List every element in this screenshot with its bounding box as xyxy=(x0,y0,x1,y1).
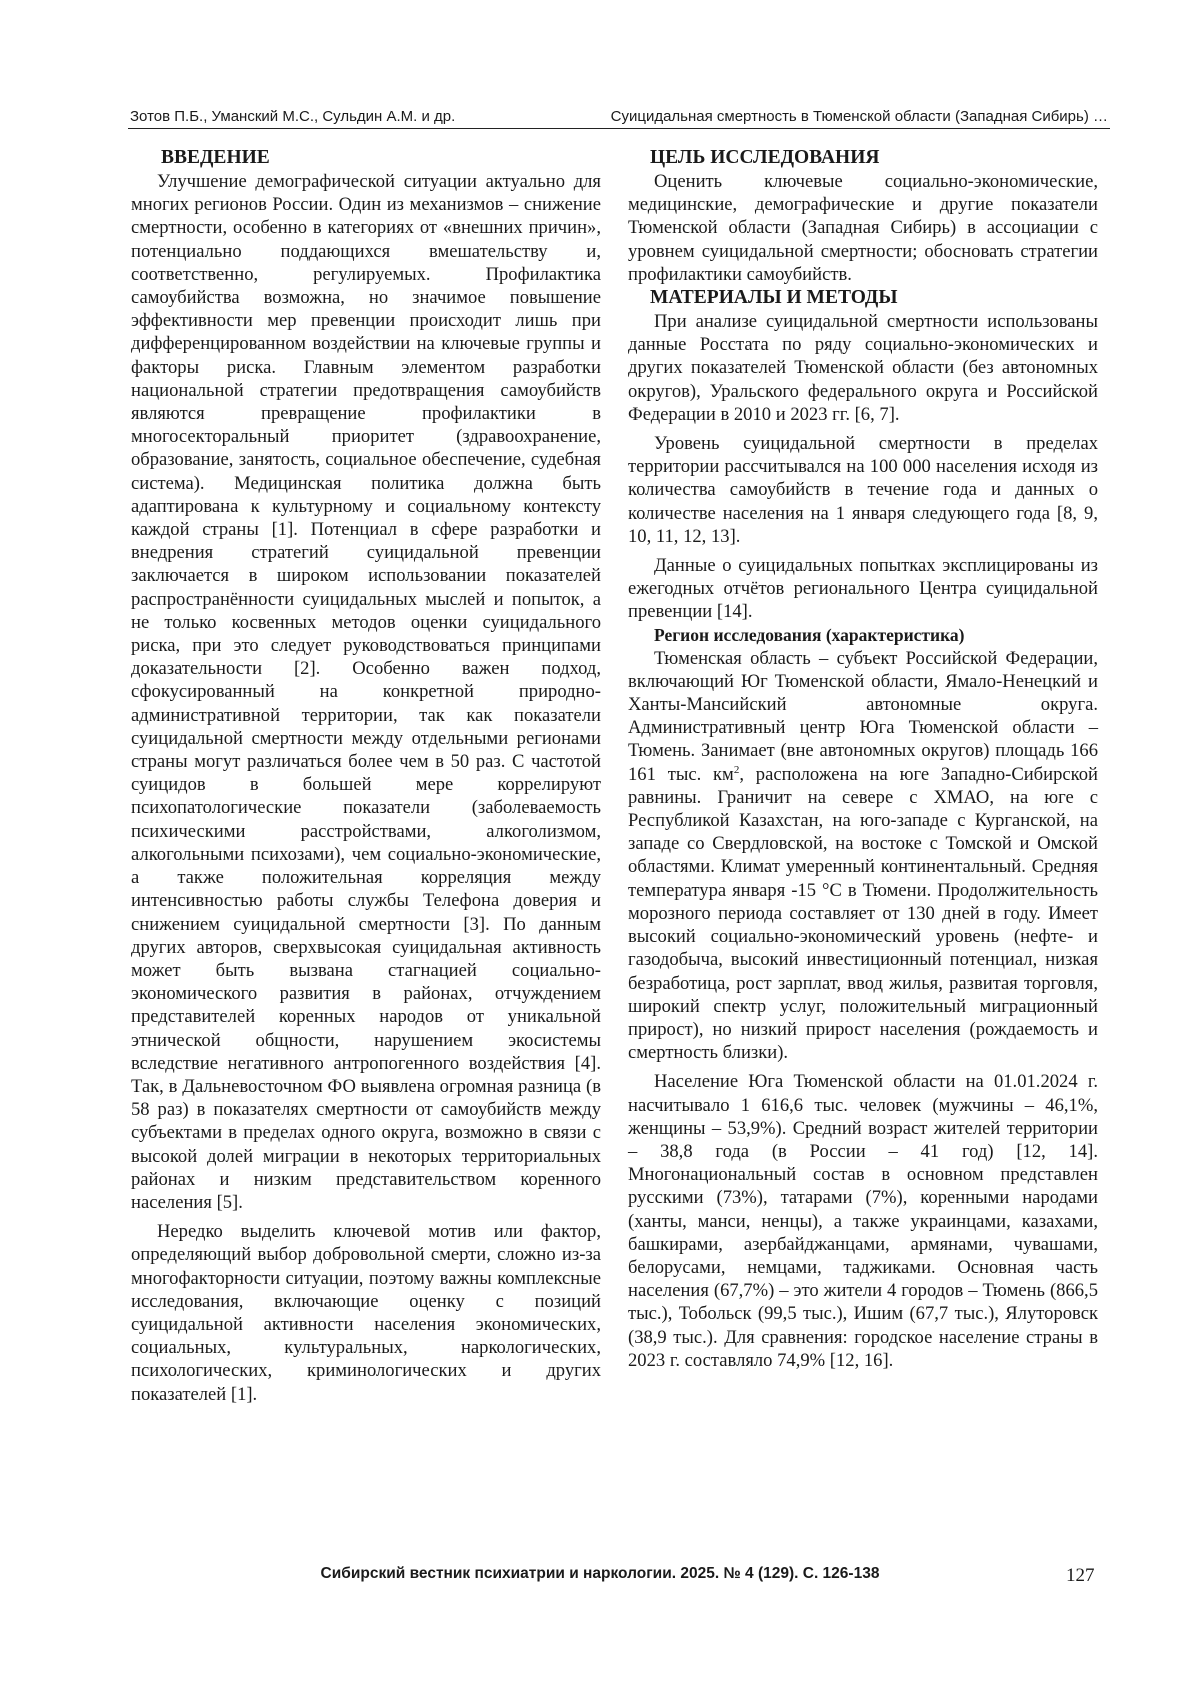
page-number: 127 xyxy=(1066,1565,1095,1586)
aim-heading: ЦЕЛЬ ИССЛЕДОВАНИЯ xyxy=(650,147,880,168)
right-column xyxy=(628,146,1098,1372)
methods-heading: МАТЕРИАЛЫ И МЕТОДЫ xyxy=(650,287,898,309)
region-paragraph-1 xyxy=(628,647,1098,1065)
running-header xyxy=(128,108,1110,129)
methods-paragraph-1: При анализе суицидальной смертности использованы данные Росстата по ряду социально-экономических и других показателей Тюменской области (без автономных округов), Уральского федерального округа и Российской Федерации в 2010 и 2023 гг. [6, 7]. xyxy=(628,311,1098,425)
left-column xyxy=(131,146,601,1406)
introduction-heading: ВВЕДЕНИЕ xyxy=(161,147,270,168)
journal-citation: Сибирский вестник психиатрии и наркологии. 2025. № 4 (129). С. 126-138 xyxy=(320,1565,880,1582)
region-subheading: Регион исследования (характеристика) xyxy=(654,624,965,645)
introduction-paragraph-2: Нередко выделить ключевой мотив или фактор, определяющий выбор добровольной смерти, сложно из-за многофакторности ситуации, поэтому важны комплексные исследования, включающие оценку с позиций суицидальной активности населения экономических, социальных, культуральных, наркологических, психологических, криминологических и других показателей [1]. xyxy=(131,1221,601,1405)
methods-paragraph-2: Уровень суицидальной смертности в пределах территории рассчитывался на 100 000 населения исходя из количества самоубийств в течение года и данных о количестве населения на 1 января следующего года [8, 9, 10, 11, 12, 13]. xyxy=(628,433,1098,547)
header-short-title: Суицидальная смертность в Тюменской области (Западная Сибирь) … xyxy=(610,108,1108,125)
header-authors: Зотов П.Б., Уманский М.С., Сульдин А.М. и др. xyxy=(130,108,456,125)
methods-paragraph-3: Данные о суицидальных попытках эксплицированы из ежегодных отчётов регионального Центра суицидальной превенции [14]. xyxy=(628,555,1098,623)
region-paragraph-1-part-a: Тюменская область – субъект Российской Федерации, включающий Юг Тюменской области, Ямало-Ненецкий и Ханты-Мансийский автономные округа. Административный центр Юга Тюменской области – Тюмень. Занимает (вне автономных округов) площадь 166 161 тыс. км xyxy=(628,647,1098,785)
aim-paragraph: Оценить ключевые социально-экономические, медицинские, демографические и другие показатели Тюменской области (Западная Сибирь) в ассоциации с уровнем суицидальной смертности; обосновать стратегии профилактики самоубийств. xyxy=(628,171,1098,285)
region-paragraph-2: Население Юга Тюменской области на 01.01.2024 г. насчитывало 1 616,6 тыс. человек (мужчины – 46,1%, женщины – 53,9%). Средний возраст жителей территории – 38,8 года (в России – 41 год) [12, 14]. Многонациональный состав в основном представлен русскими (73%), татарами (7%), коренными народами (ханты, манси, ненцы), а также украинцами, казахами, башкирами, азербайджанцами, армянами, чувашами, белорусами, немцами, таджиками. Основная часть населения (67,7%) – это жители 4 городов – Тюмень (866,5 тыс.), Тобольск (99,5 тыс.), Ишим (67,7 тыс.), Ялуторовск (38,9 тыс.). Для сравнения: городское население страны в 2023 г. составляло 74,9% [12, 16]. xyxy=(628,1071,1098,1371)
introduction-paragraph-1: Улучшение демографической ситуации актуально для многих регионов России. Один из механизмов – снижение смертности, особенно в категориях от «внешних причин», потенциально поддающихся вмешательству и, соответственно, регулируемых. Профилактика самоубийства возможна, но значимое повышение эффективности мер превенции происходит лишь при дифференцированном воздействии на ключевые группы и факторы риска. Главным элементом разработки национальной стратегии предотвращения самоубийств являются превращение профилактики в многосекторальный приоритет (здравоохранение, образование, занятость, социальное обеспечение, судебная система). Медицинская политика должна быть адаптирована к культурному и социальному контексту каждой страны [1]. Потенциал в сфере разработки и внедрения стратегий суицидальной превенции заключается в широком использовании показателей распространённости суицидальных мыслей и попыток, а не только косвенных методов оценки суицидального риска, при это следует руководствоваться принципами доказательности [2]. Особенно важен подход, сфокусированный на конкретной природно-административной территории, так как показатели суицидальной смертности между отдельными регионами страны могут различаться более чем в 50 раз. С частотой суицидов в большей мере коррелируют психопатологические показатели (заболеваемость психическими расстройствами, алкоголизмом, алкогольными психозами), чем социально-экономические, а также положительная корреляция между интенсивностью работы службы Телефона доверия и снижением суицидальной смертности [3]. По данным других авторов, сверхвысокая суицидальная активность может быть вызвана стагнацией социально-экономического развития в районах, отчуждением представителей коренных народов от уникальной этнической общности, нарушением экосистемы вследствие негативного антропогенного воздействия [4]. Так, в Дальневосточном ФО выявлена огромная разница (в 58 раз) в показателях смертности от самоубийств между субъектами в пределах одного округа, возможно в связи с высокой долей миграции в некоторых территориальных районах и низким представительством коренного населения [5]. xyxy=(131,171,601,1213)
region-paragraph-1-part-b: , расположена на юге Западно-Сибирской равнины. Граничит на севере с ХМАО, на юге с Республикой Казахстан, на юго-западе с Курганской, на западе со Свердловской, на востоке с Томской и Омской областями. Климат умеренный континентальный. Средняя температура января -15 °C в Тюмени. Продолжительность морозного периода составляет от 130 дней в году. Имеет высокий социально-экономический уровень (нефте- и газодобыча, высокий инвестиционный потенциал, низкая безработица, рост зарплат, ввод жилья, развитая торговля, широкий спектр услуг, положительный миграционный прирост), но низкий прирост населения (рождаемость и смертность близки). xyxy=(628,763,1098,1064)
superscript-2: 2 xyxy=(733,763,740,776)
